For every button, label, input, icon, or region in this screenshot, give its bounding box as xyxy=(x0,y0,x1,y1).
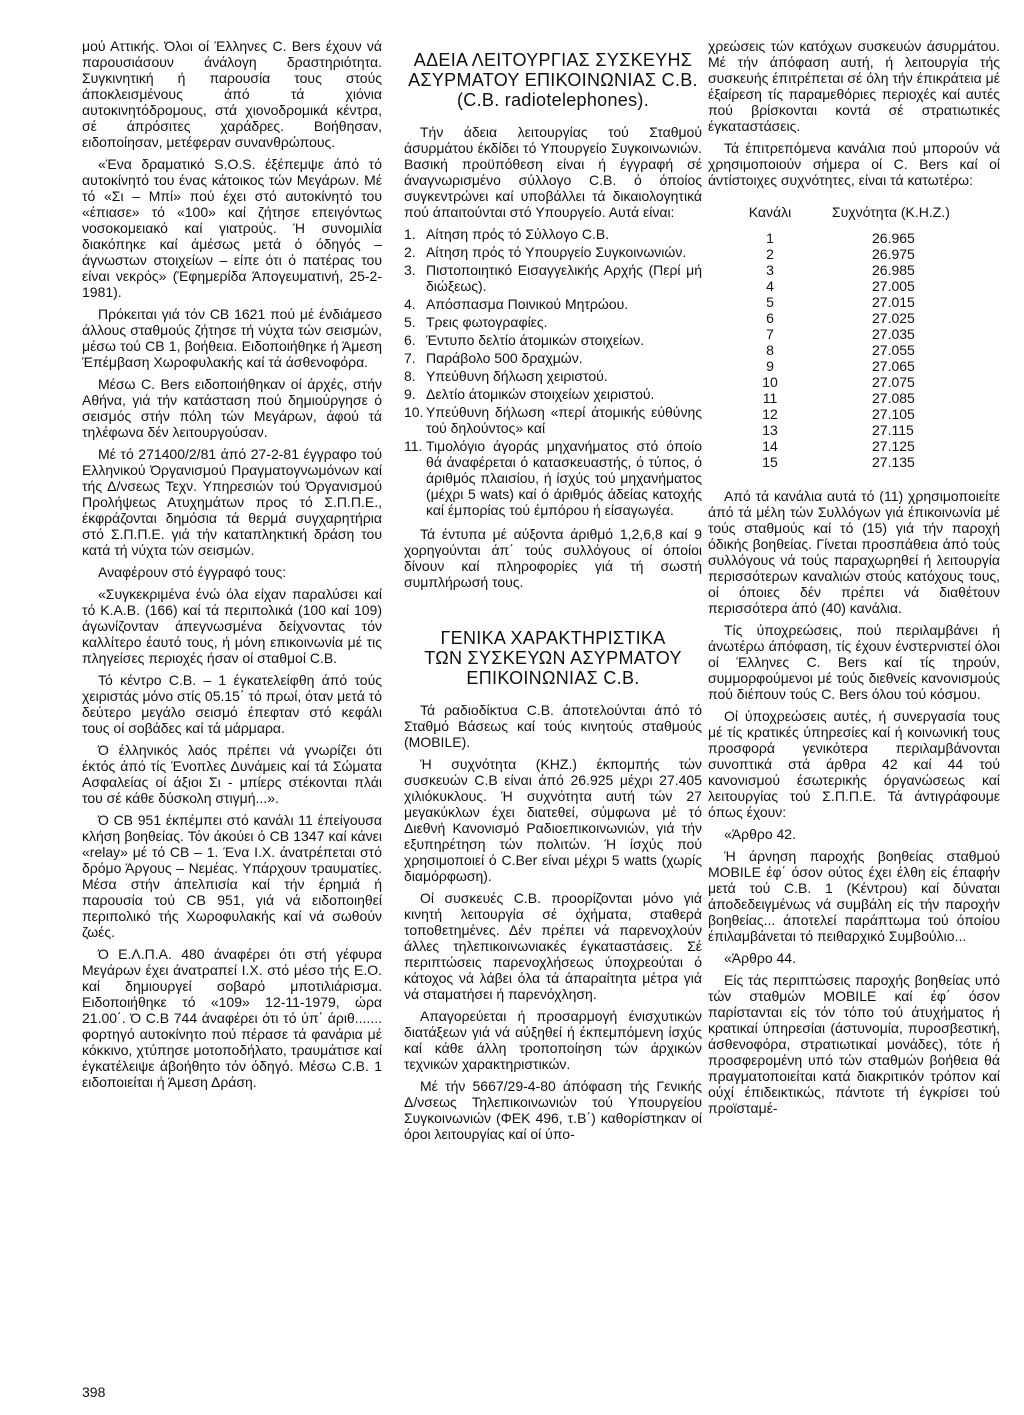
table-row xyxy=(738,246,980,262)
table-row xyxy=(738,294,980,310)
frequency-cell: 27.105 xyxy=(872,406,915,422)
requirement-text: Υπεύθυνη δήλωση χειριστού. xyxy=(426,368,608,384)
heading-line: ΓΕΝΙΚΑ ΧΑΡΑΚΤΗΡΙΣΤΙΚΑ xyxy=(440,628,666,648)
channel-cell: 9 xyxy=(766,358,774,374)
channel-cell: 12 xyxy=(762,406,778,422)
requirement-item xyxy=(404,386,702,402)
table-row xyxy=(738,374,980,390)
requirement-item xyxy=(404,262,702,294)
heading-line: (C.B. radiotelephones). xyxy=(457,90,649,110)
channel-cell: 11 xyxy=(762,390,778,406)
table-header-row xyxy=(738,204,980,230)
license-intro-paragraph: Τήν άδεια λειτουργίας τού Σταθμού άσυρμάτου έκδίδει τό Υπουργείο Συγκοινωνιών. Βασική προϋπόθεση είναι ή έγγραφή σέ άναγνωρισμένο σύλλογο C.B. ό όποίος συγκεντρώνει καί υποβάλλει τά δικαιολογητικά πού άπαιτούνται στό Υπουργείο. Αυτά είναι: xyxy=(404,124,702,220)
channel-column-header: Κανάλι xyxy=(748,204,792,220)
body-paragraph: Οί ύποχρεώσεις αυτές, ή συνεργασία τους μέ τίς κρατικές ύπηρεσίες καί ή κοινωνική τους προσφορά γενικότερα περιλαμβάνονται συνοπτικά στά άρθρα 42 καί 44 τού κανονισμού έσωτερικής όργανώσεως καί λειτουργίας τού Σ.Π.Π.Ε. Τά άντιγράφουμε όπως έχουν: xyxy=(708,708,1000,820)
heading-line: ΑΣΥΡΜΑΤΟΥ ΕΠΙΚΟΙΝΩΝΙΑΣ C.B. xyxy=(408,70,698,90)
table-row xyxy=(738,342,980,358)
column-left xyxy=(82,38,382,1096)
channel-cell: 10 xyxy=(762,374,778,390)
body-paragraph: μού Αττικής. Όλοι οί Έλληνες C. Bers έχουν νά παρουσιάσουν άνάλογη δραστηριότητα. Συγκινητική ή παρουσία τους στούς άποκλεισμένους άπό τά χιόνια αυτοκινητόδρομους, στά χιονοδρομικά κέντρα, σέ άπρόσιτες χαράδρες. Βοήθησαν, ειδοποίησαν, μετέφεραν συνανθρώπους. xyxy=(82,38,382,150)
requirement-number: 8. xyxy=(404,368,416,384)
body-paragraph: Αναφέρουν στό έγγραφό τους: xyxy=(98,564,287,580)
requirement-text: Απόσπασμα Ποινικού Μητρώου. xyxy=(426,296,629,312)
requirement-text: Έντυπο δελτίο άτομικών στοιχείων. xyxy=(426,332,645,348)
body-paragraph: «Ένα δραματικό S.O.S. έξέπεμψε άπό τό αυτοκίνητό του ένας κάτοικος τών Μεγάρων. Μέ τό «Σι – Μπί» πού έχει στό αυτοκίνητό του «έπιασε» τό «100» καί ζήτησε επειγόντως νοσοκομειακό καί γιατρούς. Ή συνομιλία διακόπηκε καί άμέσως μετά ό όδηγός – άγνωστων στοιχείων – είπε ότι ό πατέρας του είναι νεκρός» (Έφημερίδα Άπογευματινή, 25-2-1981). xyxy=(82,156,382,300)
channel-cell: 14 xyxy=(762,438,778,454)
body-paragraph: Οί συσκευές C.B. προορίζονται μόνο γιά κινητή λειτουργία σέ όχήματα, σταθερά τοποθετημένες. Δέν πρέπει νά παρενοχλούν άλλες τηλεπικοινωνιακές έγκαταστάσεις. Σέ περιπτώσεις παρενοχλήσεως ύποχρεούται ό κάτοχος νά λάβει όλα τά άπαραίτητα μέτρα γιά νά σταματήσει ή παρενόχληση. xyxy=(404,890,702,1002)
table-row xyxy=(738,358,980,374)
body-paragraph: «Άρθρο 42. xyxy=(724,826,796,842)
requirement-text: Παράβολο 500 δραχμών. xyxy=(426,350,583,366)
channel-cell: 13 xyxy=(762,422,778,438)
table-row xyxy=(738,454,980,470)
body-paragraph: Τά ραδιοδίκτυα C.B. άποτελούνται άπό τό Σταθμό Βάσεως καί τούς κινητούς σταθμούς (MOBILE). xyxy=(404,702,702,750)
heading-line: ΑΔΕΙΑ ΛΕΙΤΟΥΡΓΙΑΣ ΣΥΣΚΕΥΗΣ xyxy=(413,50,693,70)
requirement-item xyxy=(404,438,702,518)
frequency-cell: 27.065 xyxy=(872,358,915,374)
requirements-list xyxy=(404,226,702,518)
frequency-cell: 27.125 xyxy=(872,438,915,454)
channel-cell: 15 xyxy=(762,454,778,470)
body-paragraph: «Συγκεκριμένα ένώ όλα είχαν παραλύσει καί τό Κ.Α.Β. (166) καί τά περιπολικά (100 καί 109) άγωνίζονταν άπεγνωσμένα δείχνοντας τόν καλλίτερο έαυτό τους, ή μόνη επικοινωνία μέ τις πληγείσες περιοχές ήσαν οί σταθμοί C.B. xyxy=(82,586,382,666)
frequency-cell: 27.035 xyxy=(872,326,915,342)
requirement-number: 9. xyxy=(404,386,416,402)
channel-cell: 4 xyxy=(766,278,774,294)
frequency-cell: 27.025 xyxy=(872,310,915,326)
requirement-number: 6. xyxy=(404,332,416,348)
requirement-number: 1. xyxy=(404,226,416,242)
body-paragraph: Τό κέντρο C.B. – 1 έγκατελείφθη άπό τούς χειριστάς μόνο στίς 05.15΄ τό πρωί, όταν μετά τό δεύτερο μεγάλο σεισμό έπεφταν στό κεφάλι τους οί σοβάδες καί τά μάρμαρα. xyxy=(82,672,383,736)
table-row xyxy=(738,278,980,294)
section-heading-license xyxy=(404,50,702,110)
characteristics-body xyxy=(404,702,702,1142)
table-row xyxy=(738,262,980,278)
requirement-number: 10. xyxy=(404,404,424,420)
body-paragraph: Απαγορεύεται ή προσαρμογή ένισχυτικών διατάξεων γιά νά αύξηθεί ή έκπεμπόμενη ίσχύς καί κάθε άλλη τροποποίηση τών άρχικών τεχνικών χαρακτηριστικών. xyxy=(404,1008,702,1072)
body-paragraph: χρεώσεις τών κατόχων συσκευών άσυρμάτου. Μέ τήν άπόφαση αυτή, ή λειτουργία τής συσκευής έπιτρέπεται σέ όλη τήν έπικράτεια μέ έξαίρεση τίς παραμεθόριες περιοχές καί αυτές πού βρίσκονται κοντά σέ στρατιωτικές έγκαταστάσεις. xyxy=(708,38,1000,134)
section-heading-characteristics xyxy=(404,628,702,688)
requirement-item xyxy=(404,244,702,260)
channel-cell: 5 xyxy=(766,294,774,310)
table-row xyxy=(738,230,980,246)
channel-cell: 3 xyxy=(766,262,774,278)
right-bottom-body xyxy=(708,488,1000,1116)
channel-cell: 1 xyxy=(766,230,774,246)
requirement-number: 7. xyxy=(404,350,416,366)
body-paragraph: Ό CB 951 έκπέμπει στό κανάλι 11 έπείγουσα κλήση βοηθείας. Τόν άκούει ό CB 1347 καί κάνει «relay» μέ τό CB – 1. Ένα Ι.Χ. άνατρέπεται στό δρόμο Άργους – Νεμέας. Υπάρχουν τραυματίες. Μέσα στήν άπελπισία καί τήν έρημιά ή παρουσία τού CB 951, γιά νά ειδοποιηθεί περιπολικό τής Χωροφυλακής καί νά σωθούν ζωές. xyxy=(82,812,382,940)
frequency-cell: 27.075 xyxy=(872,374,915,390)
frequency-cell: 27.115 xyxy=(872,422,914,438)
body-paragraph: Τίς ύποχρεώσεις, πού περιλαμβάνει ή άνωτέρω άπόφαση, τίς έχουν ένστερνιστεί όλοι οί Έλληνες C. Bers καί τίς τηρούν, συμμορφούμενοι μέ τούς διεθνείς κανονισμούς πού διέπουν τούς C. Bers όλου τού κόσμου. xyxy=(708,622,1000,702)
requirement-number: 4. xyxy=(404,296,416,312)
requirement-item xyxy=(404,404,702,436)
body-paragraph: Μέ τήν 5667/29-4-80 άπόφαση τής Γενικής Δ/νσεως Τηλεπικοινωνιών τού Υπουργείου Συγκοινωνιών (ΦΕΚ 496, τ.Β΄) καθορίστηκαν οί όροι λειτουργίας καί οί ύπο- xyxy=(404,1078,702,1142)
requirement-text: Αίτηση πρός τό Υπουργείο Συγκοινωνιών. xyxy=(426,244,687,260)
requirement-item xyxy=(404,350,702,366)
requirement-text: Τιμολόγιο άγοράς μηχανήματος στό όποίο θά άναφέρεται ό κατασκευαστής, ό τύπος, ό άριθμός πλαισίου, ή ίσχύς τού μηχανήματος (μέχρι 5 wats) καί ό άριθμός άδείας κατοχής καί έμπορίας τού έμπόρου ή είσαγωγέα. xyxy=(426,438,702,518)
channel-cell: 2 xyxy=(766,246,774,262)
frequency-cell: 26.965 xyxy=(872,230,915,246)
channel-cell: 8 xyxy=(766,342,774,358)
body-paragraph: Ή άρνηση παροχής βοηθείας σταθμού MOBILE έφ΄ όσον ούτος έχει έλθη είς έπαφήν μετά τού C.B. 1 (Κέντρου) καί δύναται άποδεδειγμένως νά συμβάλη είς τήν παροχήν βοηθείας... άποτελεί παράπτωμα τού όποίου έπιλαμβάνεται τό πειθαρχικό Συμβούλιο... xyxy=(708,848,1000,944)
requirement-text: Αίτηση πρός τό Σύλλογο C.B. xyxy=(426,226,610,242)
requirement-text: Δελτίο άτομικών στοιχείων χειριστού. xyxy=(426,386,655,402)
table-row xyxy=(738,406,980,422)
column-middle xyxy=(404,38,702,1148)
table-row xyxy=(738,390,980,406)
requirement-item xyxy=(404,226,702,242)
body-paragraph: Μέσω C. Bers ειδοποιήθηκαν οί άρχές, στήν Αθήνα, γιά τήν κατάσταση πού δημιούργησε ό σεισμός στήν πόλη τών Μεγάρων, άφού τά τηλέφωνα δέν λειτουργούσαν. xyxy=(82,376,382,440)
requirement-text: Πιστοποιητικό Εισαγγελικής Αρχής (Περί μή διώξεως). xyxy=(426,262,702,294)
table-row xyxy=(738,326,980,342)
channel-cell: 6 xyxy=(766,310,774,326)
frequency-cell: 27.085 xyxy=(872,390,915,406)
frequency-column-header: Συχνότητα (Κ.Η.Ζ.) xyxy=(832,204,950,220)
requirement-text: Υπεύθυνη δήλωση «περί άτομικής εύθύνης τού δηλούντος» καί xyxy=(426,404,702,436)
right-top-body xyxy=(708,38,1000,188)
body-paragraph: Είς τάς περιπτώσεις παροχής βοηθείας υπό τών σταθμών MOBILE καί έφ΄ όσον παρίστανται είς τόν τόπο τού άτυχήματος ή κρατικαί ύπηρεσίαι (άστυνομία, πυροσβεστική, άσθενοφόρα, στρατιωτικαί μονάδες), τότε ή προσφερομένη υπό τών σταθμών βοήθεια θά πραγματοποιείται κατά διακριτικόν τρόπον καί ούχί έπιδεικτικώς, πάντοτε τή έγκρίσει τού προϊσταμέ- xyxy=(708,972,1000,1116)
requirement-item xyxy=(404,314,702,330)
channel-frequency-table xyxy=(738,204,980,470)
heading-line: ΕΠΙΚΟΙΝΩΝΙΑΣ C.B. xyxy=(466,668,640,688)
body-paragraph: Από τά κανάλια αυτά τό (11) χρησιμοποιείτε άπό τά μέλη τών Συλλόγων γιά έπικοινωνία μέ τούς σταθμούς καί τό (15) γιά τήν παροχή όδικής βοηθείας. Γίνεται προσπάθεια άπό τούς συλλόγους νά τούς παραχωρηθεί ή λειτουργία περισσότερων καναλιών στούς κατόχους τους, οί όποιες δέν πρέπει νά διαθέτουν περισσότερα άπό (40) κανάλια. xyxy=(708,488,1000,616)
requirement-number: 11. xyxy=(404,438,423,454)
body-paragraph: Τά έπιτρεπόμενα κανάλια πού μπορούν νά χρησιμοποιούν σήμερα οί C. Bers καί οί άντίστοιχες συχνότητες, είναι τά κατωτέρω: xyxy=(708,140,1000,188)
requirement-number: 3. xyxy=(404,262,416,278)
table-row xyxy=(738,422,980,438)
requirement-item xyxy=(404,368,702,384)
page-number: 398 xyxy=(82,1384,106,1400)
heading-line: ΤΩΝ ΣΥΣΚΕΥΩΝ ΑΣΥΡΜΑΤΟΥ xyxy=(424,648,682,668)
frequency-cell: 27.015 xyxy=(872,294,915,310)
channel-cell: 7 xyxy=(766,326,774,342)
forms-paragraph: Τά έντυπα μέ αύξοντα άριθμό 1,2,6,8 καί 9 χορηγούνται άπ΄ τούς συλλόγους οί όποίοι δίνουν καί πληροφορίες γιά τή σωστή συμπλήρωσή τους. xyxy=(404,526,702,590)
body-paragraph: Ό έλληνικός λαός πρέπει νά γνωρίζει ότι έκτός άπό τίς Ένοπλες Δυνάμεις καί τά Σώματα Ασφαλείας οί άξιοι Σι - μπίερς στέκονται πλάι του σέ κάθε δύσκολη στιγμή...». xyxy=(82,742,382,806)
table-row xyxy=(738,438,980,454)
frequency-cell: 26.985 xyxy=(872,262,915,278)
body-paragraph: Ό Ε.Λ.Π.Α. 480 άναφέρει ότι στή γέφυρα Μεγάρων έχει άνατραπεί Ι.Χ. στό μέσο τής Ε.Ο. καί δημιουργεί σοβαρό μποτιλιάρισμα. Ειδοποιήθηκε τό «109» 12-11-1979, ώρα 21.00΄. Ό C.B 744 άναφέρει ότι τό ύπ΄ άριθ....... φορτηγό αυτοκίνητο πού πέρασε τά φανάρια μέ κόκκινο, χτύπησε μοτοποδήλατο, τραυμάτισε καί έγκατέλειψε άβοήθητο τόν όδηγό. Μέσω C.B. 1 ειδοποιείται ή Άμεση Δράση. xyxy=(82,946,382,1090)
requirement-text: Τρεις φωτογραφίες. xyxy=(426,314,548,330)
frequency-cell: 27.135 xyxy=(872,454,915,470)
table-row xyxy=(738,310,980,326)
body-paragraph: Μέ τό 271400/2/81 άπό 27-2-81 έγγραφο τού Ελληνικού Όργανισμού Πραγματογνωμόνων καί τής Δ/νσεως Τεχν. Υπηρεσιών τού Όργανισμού Προλήψεως Ατυχημάτων προς τό Σ.Π.Π.Ε., έκφράζονται δημόσια τά θερμά συγχαρητήρια στό Σ.Π.Π.Ε. γιά τήν καταπληκτική δράση του κατά τή νύχτα τών σεισμών. xyxy=(82,446,382,558)
frequency-cell: 27.005 xyxy=(872,278,915,294)
requirement-number: 5. xyxy=(404,314,416,330)
body-paragraph: Πρόκειται γιά τόν CB 1621 πού μέ ένδιάμεσο άλλους σταθμούς ζήτησε τή νύχτα τών σεισμών, μέσω τού CB 1, βοήθεια. Ειδοποιήθηκε ή Άμεση Έπέμβαση Χωροφυλακής καί τά άσθενοφόρα. xyxy=(82,306,382,370)
column-right xyxy=(708,38,1000,1122)
requirement-item xyxy=(404,296,702,312)
frequency-cell: 27.055 xyxy=(872,342,915,358)
body-paragraph: «Άρθρο 44. xyxy=(724,950,796,966)
requirement-item xyxy=(404,332,702,348)
frequency-cell: 26.975 xyxy=(872,246,915,262)
body-paragraph: Ή συχνότητα (ΚΗΖ.) έκπομπής τών συσκευών C.B είναι άπό 26.925 μέχρι 27.405 χιλιόκυκλους. Ή συχνότητα αυτή τών 27 μεγακύκλων έχει διατεθεί, σύμφωνα μέ τό Διεθνή Κανονισμό Ραδιοεπικοινωνιών, γιά τήν εξυπηρέτηση τών πολιτών. Ή ίσχύς πού χρησιμοποιεί ό C.Ber είναι μέχρι 5 watts (χωρίς διαμόρφωση). xyxy=(404,756,702,884)
requirement-number: 2. xyxy=(404,244,416,260)
